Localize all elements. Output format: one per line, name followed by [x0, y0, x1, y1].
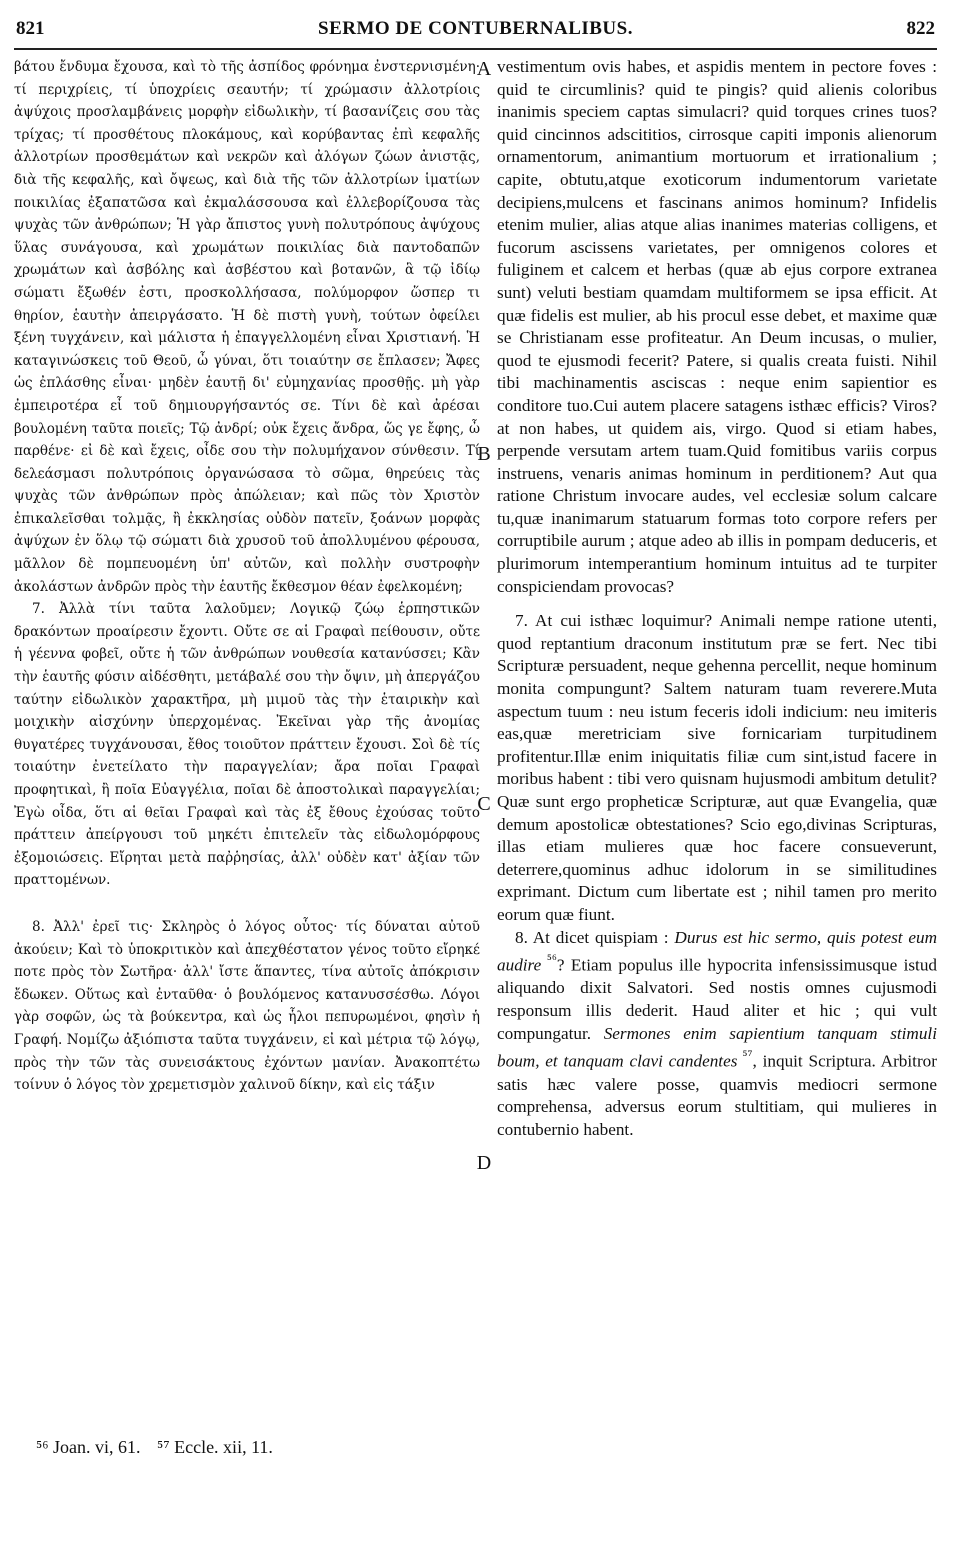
- margin-marker-c: C: [477, 793, 491, 815]
- page-header: [14, 14, 937, 50]
- latin-column: [497, 56, 937, 1141]
- latin-paragraph-7: 7. At cui isthæc loquimur? Animali nempe ratione utenti, quod reptantium draconum institutum præ se fert. Nec tibi Scripturæ persuadent, neque gehenna percellit, neque hominum monita compungunt? Saltem naturam tuam reverere.Muta aspectum tuum : neu istum feceris idoli indicium: neu imiteris eas,quæ meretriciam sive fornicariam turpitudinem profitentur.Illæ enim iniquitatis filiæ cum sint,istud facere in moribus habent : tibi vero quisnam hujusmodi ambitum detulit? Quæ sunt ergo propheticæ Scripturæ, aut quæ Evangelia, quæ demum apostolicæ obtestationes? Scio ego,divinas Scripturas, illas etiam mulieres quæ hoc facere consueverunt, deterrere,quominus adhuc idolorum in se similitudines exprimant. Dictum cum libertate est ; nihil tamen pro merito eorum quæ fiunt.: [497, 611, 937, 924]
- footnote-56: ⁵⁶ Joan. vi, 61.: [36, 1437, 141, 1457]
- footnotes: [36, 1437, 285, 1458]
- greek-paragraph-7: 7. Ἀλλὰ τίνι ταῦτα λαλοῦμεν; Λογικῷ ζώῳ ἑρπηστικῶν δρακόντων προαίρεσιν ἔχοντι. Οὔτε σε αἱ Γραφαὶ πείθουσιν, οὔτε ἡ γέεννα φοβεῖ, οὔτε ἡ τῶν ἀνθρώπων νουθεσία κατανύσσει; Κἂν τὴν ἑαυτῆς φύσιν αἰδέσθητι, μετάβαλέ σου τὴν ὄψιν, μὴ ἀπεργάζου ταύτην εἰδωλικὸν χαρακτῆρα, μὴ μιμοῦ τὰς τὴν ἑταιρικὴν καὶ μοιχικὴν αἰσχύνην ὑπερχομένας. Ἐκεῖναι γὰρ τῆς ἀνομίας θυγατέρες τυγχάνουσαι, ἔθος τοιοῦτον πράττειν ἔχουσι. Σοὶ δὲ τίς τοιαύτην ἐνετείλατο τὴν παραγγελίαν; ἄρα ποῖαι Γραφαὶ προφητικαὶ, ἢ ποῖα Εὐαγγέλια, ποῖαι δὲ ἀποστολικαὶ παραγγελίαι; Ἐγὼ οἶδα, ὅτι αἱ θεῖαι Γραφαὶ καὶ τὰς ἐξ ἔθους ἐχούσας τοῦτο πράττειν ἀπείργουσι τοῦ μηκέτι ἐπιτελεῖν τὰς εἰδωλομόρφους ἐξομοιώσεις. Εἴρηται μετὰ παῤῥησίας, ἀλλ' οὐδὲν κατ' ἀξίαν τῶν πραττομένων.: [14, 601, 480, 889]
- latin-paragraph-6: vestimentum ovis habes, et aspidis mentem in pectore foves : quid te circumlinis? quid te pingis? quid alienis coloribus inanimis speciem captas simulacri? quid torques crines tuos? quid cincinnos adscititios, cirrosque capiti imponis alienorum ornamentorum, animantium mortuorum et irrationalium ; capite, obtutu,atque exoticorum indumentorum varietate decipiens,mulcens et fascinans animos hominum? Infidelis etenim mulier, alias atque alias inanimes materias colligens, et fucorum ascissens varietates, per omnigenos colores et fuliginem et calcem et herbas (quæ ab ejus corpore extranea sunt) veluti bestiam quamdam multiformem se ipsa efficit. At quæ fidelis est mulier, ab his procul esse debet, et maxime quæ se Christianam esse profiteatur. An Deum incusas, o mulier, quod te ejusmodi fecerit? Patere, si qualis creata fuisti. Nihil tibi machinamentis asciscas : neque enim sapientior es conditore tuo.Cui autem placere satagens isthæc efficis? Viros? at non habes, ut quidem ais, virgo. Quod si etiam habes, perpende versutam artem tuam.Quid fomitibus variis corpus instruens, venaris animas hominum in perditionem? Aut qua ratione Christum invocare audes, vel ecclesiæ solum calcare tu,quæ inanimarum statuarum formas toto corpore refers per corruptibile aurum ; atque adeo ab illis in pompam deduceris, et plurimorum intemperantium hominum intuitus ad te turpiter conspiciendam provocas?: [497, 57, 937, 596]
- greek-paragraph-8: 8. Ἀλλ' ἐρεῖ τις· Σκληρὸς ὁ λόγος οὗτος· τίς δύναται αὐτοῦ ἀκούειν; Καὶ τὸ ὑποκριτικὸν καὶ ἀπεχθέστατον γένος τοῦτο εἴρηκέ ποτε πρὸς τὸν Σωτῆρα· ἀλλ' ἴστε ἅπαντες, τίνα αὐτοῖς ἀπόκρισιν ἔδωκεν. Οὕτως καὶ ἐνταῦθα· ὁ βουλόμενος κατανυσσέσθω. Λόγοι γὰρ σοφῶν, ὡς τὰ βούκεντρα, καὶ ὡς ἧλοι πεπυρωμένοι, φησὶν ἡ Γραφή. Νομίζω ἀξιόπιστα ταῦτα τυγχάνειν, εἰ καὶ μέτρια τῷ λόγῳ, πρὸς τὴν τῶν τὰς συνεισάκτους ἐχόντων μανίαν. Ἀνακοπτέτω τοίνυν ὁ λόγος τὸν χρεμετισμὸν χαλινοῦ δίκην, καὶ εἰς τάξιν: [14, 918, 480, 1094]
- scripture-quote-1: Durus est hic sermo, quis potest eum audire: [497, 927, 937, 975]
- margin-marker-a: A: [476, 58, 492, 80]
- margin-marker-b: B: [477, 443, 491, 465]
- latin-p8-intro: 8. At dicet quispiam :: [515, 927, 675, 947]
- page-number-left: 821: [16, 18, 45, 39]
- page-number-right: 822: [906, 18, 935, 39]
- running-title: SERMO DE CONTUBERNALIBUS.: [318, 18, 633, 39]
- footnote-ref-56[interactable]: ⁵⁶: [541, 952, 557, 969]
- margin-marker-d: D: [476, 1152, 492, 1174]
- greek-column: [14, 56, 480, 1097]
- latin-paragraph-8: [497, 927, 937, 1142]
- latin-p8-end: , inquit Scriptura. Arbitror satis hæc valere posse, quamvis mediocri sermone comprehensa, adversus eorum stultitiam, qui mulieres in contubernio habent.: [497, 1052, 937, 1139]
- footnote-57: ⁵⁷ Eccle. xii, 11.: [157, 1437, 273, 1457]
- greek-paragraph-6: βάτου ἔνδυμα ἔχουσα, καὶ τὸ τῆς ἀσπίδος φρόνημα ἐνστερνισμένη· τί περιχρίεις, τί ὑποχρίεις σεαυτήν; τί χρώμασιν ἀλλοτρίοις ἀψύχοις προσλαμβάνεις μορφὴν εἰδωλικὴν, τί βασανίζεις σου τὰς τρίχας; τί προσθέτους πλοκάμους, καὶ κορύβαντας ἐπὶ κεφαλῆς ἀλλοτρίων προσθεμάτων καὶ νεκρῶν καὶ ἀλόγων ζώων ἀνιστᾷς, διὰ τῆς κεφαλῆς, καὶ ὄψεως, καὶ διὰ τῆς τῶν ἀλλοτρίων ἱματίων ποικιλίας ἐξαπατῶσα καὶ ἐκμαλάσσουσα καὶ ἐλλεβορίζουσα τὰς ψυχὰς τῶν ἀνθρώπων; Ἡ γὰρ ἄπιστος γυνὴ πολυτρόπους ἀψύχους ὕλας συνάγουσα, καὶ χρωμάτων ποικιλίας διὰ παντοδαπῶν χρωμάτων καὶ ἀσβόλης καὶ ἀσβέστου καὶ βοτανῶν, ἃ τῷ ἰδίῳ σώματι ἔξωθέν ἐστι, προσκολλήσασα, πολύμορφον ὥσπερ τι θηρίον, ἑαυτὴν ἀπειργάσατο. Ἡ δὲ πιστὴ γυνὴ, τούτων ὀφείλει ξένη τυγχάνειν, καὶ μάλιστα ἡ ἐπαγγελλομένη εἶναι Χριστιανή. Ἡ καταγινώσκεις τοῦ Θεοῦ, ὦ γύναι, ὅτι τοιαύτην σε ἔπλασεν; Ἄφες ὡς ἐπλάσθης εἶναι· μηδὲν ἑαυτῇ δι' εὐμηχανίας προσθῇς. μὴ γὰρ ἐμπειροτέρα εἶ τοῦ δημιουργήσαντός σε. Τίνι δὲ καὶ ἀρέσαι βουλομένη ταῦτα ποιεῖς; Τῷ ἀνδρί; οὐκ ἔχεις ἄνδρα, ὥς γε ἔφης, ὦ παρθένε· εἰ δὲ καὶ ἔχεις, οἶδε σου τὴν πολυμήχανον σύνθεσιν. Τί δελεάσμασι πολυτρόποις ὀργανώσασα τὸ σῶμα, θηρεύεις τὰς ψυχὰς τῶν ἀνθρώπων πρὸς ἀπώλειαν; καὶ πῶς τὸν Χριστὸν ἐπικαλεῖσθαι τολμᾷς, ἢ ἐκκλησίας οὐδὸν πατεῖν, ξοάνων μορφὰς ἀψύχων ἐν ὅλῳ τῷ σώματι διὰ χρυσοῦ τοῦ ἀπολλυμένου φέρουσα, μᾶλλον δὲ πομπευομένη ὑπ' αὐτῶν, καὶ πολλὴν συστροφὴν ἀκολάστων ἀνδρῶν πρὸς τὴν ἑαυτῆς ἔκθεσμον θέαν ἐφελκομένη;: [14, 59, 480, 595]
- footnote-ref-57[interactable]: ⁵⁷: [737, 1048, 753, 1065]
- scripture-quote-2: Sermones enim sapientium tanquam stimuli boum, et tanquam clavi candentes: [497, 1023, 937, 1071]
- latin-p8-body: ? Etiam populus ille hypocrita infensissimusque istud aliquando dixit Salvatori. Sed nostis omnes cujusmodi responsum illis dederit. Haud aliter et hic ; qui vult compungatur.: [497, 955, 937, 1043]
